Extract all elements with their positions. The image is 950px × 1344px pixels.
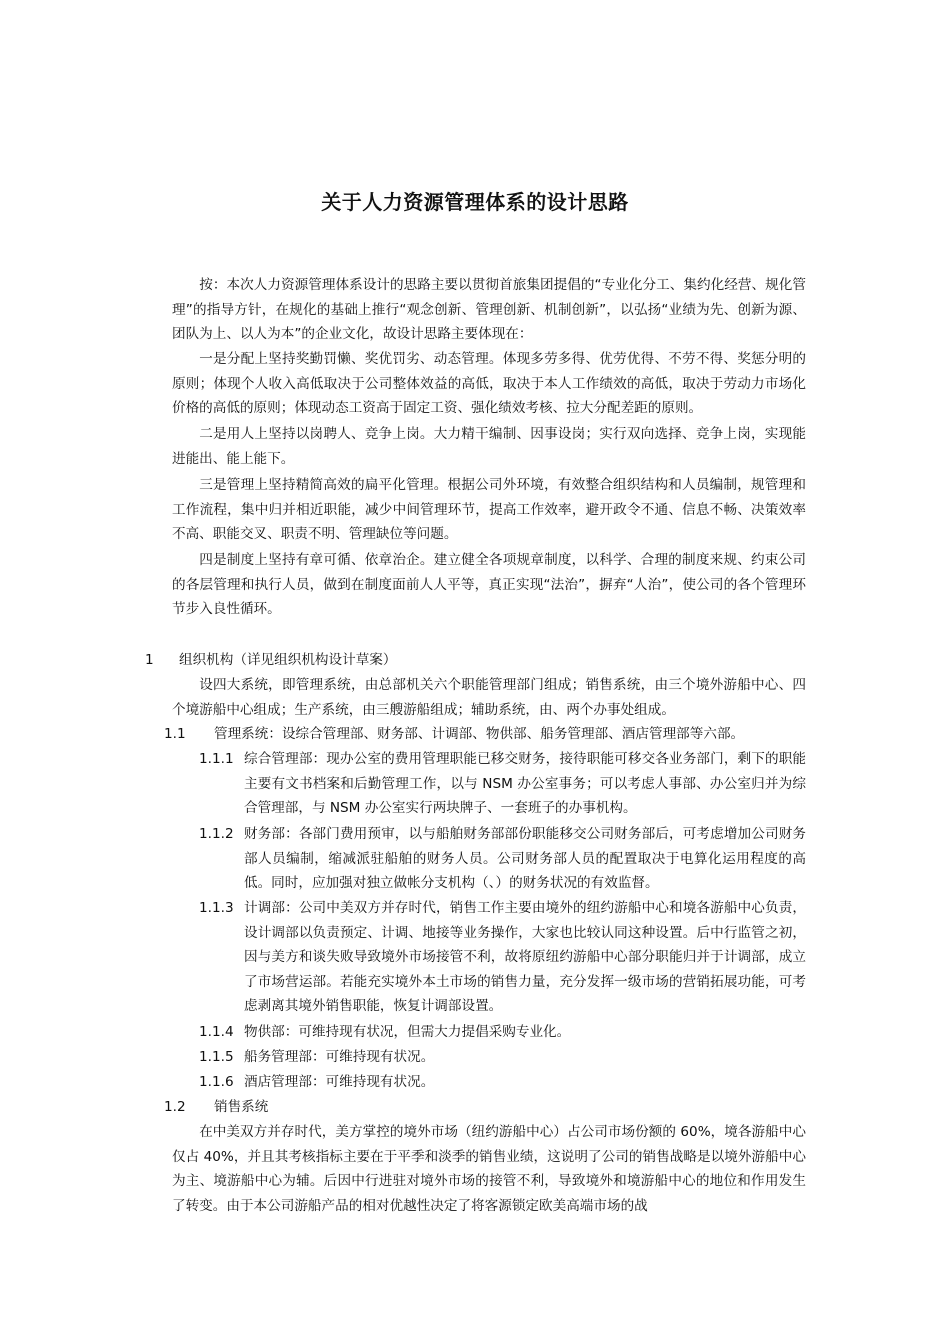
list-item [199, 896, 806, 1019]
item-number: 1.1.5 [199, 1049, 234, 1065]
item-number: 1.1.4 [199, 1024, 234, 1040]
item-text: 物供部：可维持现有状况，但需大力提倡采购专业化。 [244, 1024, 571, 1040]
item-text: 船务管理部：可维持现有状况。 [244, 1049, 435, 1065]
list-item [199, 1045, 806, 1070]
item-number: 1.1.2 [199, 826, 234, 842]
intro-paragraph-2: 一是分配上坚持奖勤罚懒、奖优罚劣、动态管理。体现多劳多得、优劳优得、不劳不得、奖惩分明的原则；体现个人收入高低取决于公司整体效益的高低，取决于本人工作绩效的高低，取决于劳动力市场化价格的高低的原则；体现动态工资高于固定工资、强化绩效考核、拉大分配差距的原则。 [172, 351, 806, 417]
item-number: 1.1.3 [199, 900, 234, 916]
section-title: 组织机构（详见组织机构设计草案） [179, 652, 397, 668]
section-1-heading [145, 648, 397, 673]
item-text: 计调部：公司中美双方并存时代，销售工作主要由境外的纽约游船中心和境各游船中心负责，设计调部以负责预定、计调、地接等业务操作，大家也比较认同这种设置。后中行监管之初，因与美方和谈失败导致境外市场接管不利，故将原纽约游船中心部分职能归并于计调部，成立了市场营运部。若能充实境外本土市场的销售力量，充分发挥一级市场的营销拓展功能，可考虑剥离其境外销售职能，恢复计调部设置。 [244, 900, 806, 1015]
section-number: 1.1 [164, 726, 186, 742]
section-title: 管理系统：设综合管理部、财务部、计调部、物供部、船务管理部、酒店管理部等六部。 [214, 726, 745, 742]
section-1-2-body: 在中美双方并存时代，美方掌控的境外市场（纽约游船中心）占公司市场份额的 60%，境各游船中心仅占 40%，并且其考核指标主要在于平季和淡季的销售业绩，这说明了公司的销售战略是以境外游船中心为主、境游船中心为辅。后因中行进驻对境外市场的接管不利，导致境外和境游船中心的地位和作用发生了转变。由于本公司游船产品的相对优越性决定了将客源锁定欧美高端市场的战 [172, 1124, 806, 1214]
item-text: 财务部：各部门费用预审，以与船舶财务部部份职能移交公司财务部后，可考虑增加公司财务部人员编制，缩减派驻船舶的财务人员。公司财务部人员的配置取决于电算化运用程度的高低。同时，应加强对独立做帐分支机构（、）的财务状况的有效监督。 [244, 826, 806, 892]
document-title: 关于人力资源管理体系的设计思路 [321, 190, 629, 214]
section-number: 1.2 [164, 1099, 186, 1115]
list-item [199, 1070, 806, 1095]
item-text: 综合管理部：现办公室的费用管理职能已移交财务，接待职能可移交各业务部门，剩下的职能主要有文书档案和后勤管理工作，以与 NSM 办公室事务；可以考虑人事部、办公室归并为综合管理部，与 NSM 办公室实行两块牌子、一套班子的办事机构。 [244, 751, 806, 817]
item-text: 酒店管理部：可维持现有状况。 [244, 1074, 435, 1090]
intro-paragraph-3: 二是用人上坚持以岗聘人、竞争上岗。大力精干编制、因事设岗；实行双向选择、竞争上岗，实现能进能出、能上能下。 [172, 426, 806, 467]
intro-paragraph-4: 三是管理上坚持精简高效的扁平化管理。根据公司外环境，有效整合组织结构和人员编制，规管理和工作流程，集中归并相近职能，减少中间管理环节，提高工作效率，避开政令不通、信息不畅、决策效率不高、职能交叉、职责不明、管理缺位等问题。 [172, 477, 806, 543]
section-1-1-heading [164, 722, 744, 747]
intro-paragraph-5: 四是制度上坚持有章可循、依章治企。建立健全各项规章制度，以科学、合理的制度来规、约束公司的各层管理和执行人员，做到在制度面前人人平等，真正实现“法治”，摒弃“人治”，使公司的各个管理环节步入良性循环。 [172, 552, 806, 618]
list-item [199, 1020, 806, 1045]
section-number: 1 [145, 652, 154, 668]
intro-paragraph-1: 按：本次人力资源管理体系设计的思路主要以贯彻首旅集团提倡的“专业化分工、集约化经营、规化管理”的指导方针，在规化的基础上推行“观念创新、管理创新、机制创新”，以弘扬“业绩为先、创新为源、团队为上、以人为本”的企业文化，故设计思路主要体现在： [172, 277, 806, 343]
list-item [199, 822, 806, 896]
item-number: 1.1.1 [199, 751, 234, 767]
section-title: 销售系统 [214, 1099, 269, 1115]
list-item [199, 747, 806, 821]
item-number: 1.1.6 [199, 1074, 234, 1090]
section-1-body: 设四大系统，即管理系统，由总部机关六个职能管理部门组成；销售系统，由三个境外游船中心、四个境游船中心组成；生产系统，由三艘游船组成；辅助系统，由、两个办事处组成。 [172, 677, 806, 718]
section-1-2-heading [164, 1095, 268, 1120]
